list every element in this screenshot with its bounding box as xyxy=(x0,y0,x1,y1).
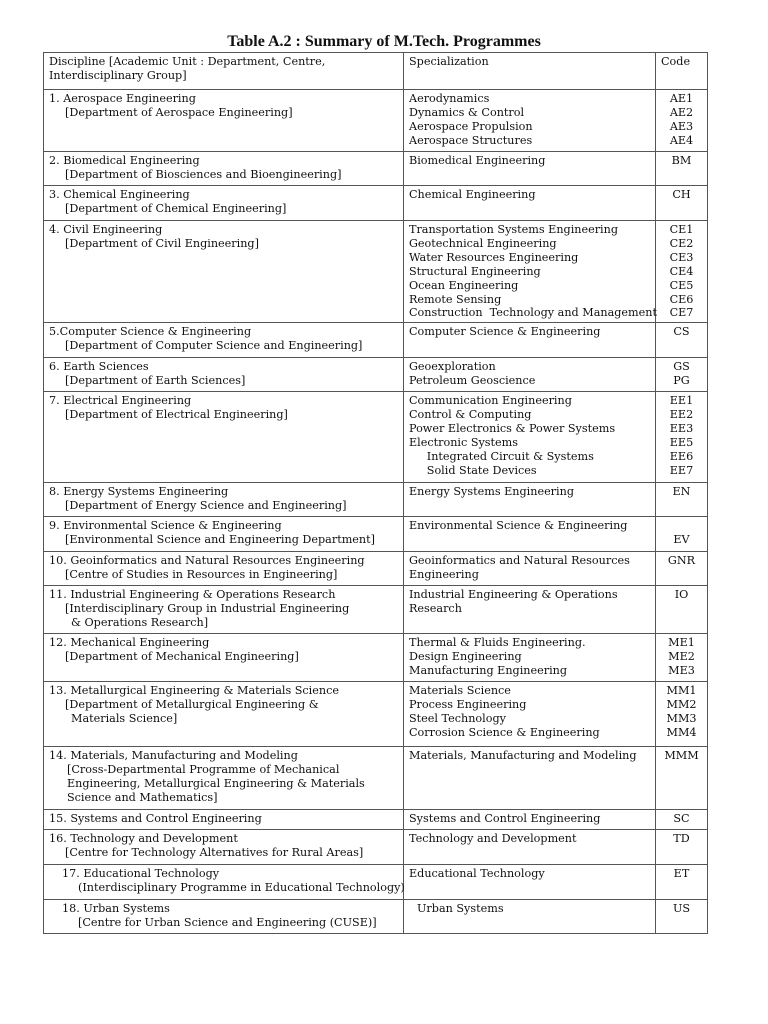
discipline-cell xyxy=(44,186,404,221)
specialization-cell xyxy=(404,682,656,747)
academic-unit: [Department of Earth Sciences] xyxy=(65,374,246,388)
discipline-cell xyxy=(44,392,404,483)
specialization-cell xyxy=(404,221,656,323)
code-cell xyxy=(656,552,708,586)
programme-code: AE2 xyxy=(669,105,694,119)
specialization-item: Solid State Devices xyxy=(409,463,537,477)
header-code: Code xyxy=(656,53,708,90)
table-row xyxy=(44,682,708,747)
specialization-cell xyxy=(404,90,656,152)
programme-code: EE2 xyxy=(669,408,694,422)
table-row xyxy=(44,810,708,830)
discipline-name: 4. Civil Engineering xyxy=(49,223,163,236)
programme-code: AE3 xyxy=(669,119,694,133)
specialization-cell xyxy=(404,517,656,552)
code-cell xyxy=(656,392,708,483)
code-cell xyxy=(656,483,708,517)
discipline-cell xyxy=(44,682,404,747)
specialization-cell xyxy=(404,358,656,392)
programme-code: MM3 xyxy=(666,712,697,726)
specialization-item: Educational Technology xyxy=(409,867,545,881)
specialization-cell xyxy=(404,634,656,682)
programme-code: EN xyxy=(672,485,691,499)
discipline-cell xyxy=(44,900,404,934)
specialization-cell xyxy=(404,747,656,810)
table-row xyxy=(44,900,708,934)
programme-code: EE1 xyxy=(669,394,694,408)
specialization-item: Transportation Systems Engineering xyxy=(409,223,619,236)
specialization-item: Environmental Science & Engineering xyxy=(409,519,628,533)
discipline-name: 18. Urban Systems xyxy=(62,902,170,916)
code-cell xyxy=(656,517,708,552)
specialization-item: Systems and Control Engineering xyxy=(409,812,601,826)
discipline-name: 12. Mechanical Engineering xyxy=(49,636,210,650)
specialization-item: Design Engineering xyxy=(409,650,522,664)
specialization-cell xyxy=(404,552,656,586)
discipline-cell xyxy=(44,323,404,358)
code-cell xyxy=(656,682,708,747)
academic-unit: [Interdisciplinary Group in Industrial Engineering xyxy=(65,602,350,616)
table-row xyxy=(44,358,708,392)
discipline-name: 3. Chemical Engineering xyxy=(49,188,190,201)
specialization-item: Integrated Circuit & Systems xyxy=(409,449,594,463)
programme-code: ME3 xyxy=(668,664,695,678)
discipline-name: 8. Energy Systems Engineering xyxy=(49,485,229,499)
programme-code: ET xyxy=(673,867,690,881)
academic-unit: [Department of Chemical Engineering] xyxy=(65,201,287,215)
specialization-item: Urban Systems xyxy=(417,902,504,916)
specialization-cell xyxy=(404,483,656,517)
specialization-item: Engineering xyxy=(409,568,479,582)
academic-unit: [Department of Metallurgical Engineering & xyxy=(65,698,319,712)
table-row xyxy=(44,747,708,810)
specialization-item: Aerospace Propulsion xyxy=(409,119,533,133)
academic-unit: [Department of Biosciences and Bioengineering] xyxy=(65,167,342,181)
programme-code: MM2 xyxy=(666,698,697,712)
programme-code: TD xyxy=(673,832,690,846)
table-row xyxy=(44,152,708,186)
specialization-item: Chemical Engineering xyxy=(409,188,536,201)
table-row xyxy=(44,186,708,221)
code-cell xyxy=(656,586,708,634)
discipline-cell xyxy=(44,221,404,323)
specialization-item: Industrial Engineering & Operations xyxy=(409,588,618,602)
academic-unit-continued: & Operations Research] xyxy=(71,616,209,630)
discipline-name: 16. Technology and Development xyxy=(49,832,238,846)
specialization-cell xyxy=(404,810,656,830)
mtech-programmes-table xyxy=(43,52,708,934)
specialization-item: Structural Engineering xyxy=(409,264,541,278)
academic-unit: [Centre of Studies in Resources in Engineering] xyxy=(65,568,338,582)
discipline-cell xyxy=(44,586,404,634)
academic-unit: [Environmental Science and Engineering Department] xyxy=(65,533,375,547)
table-row xyxy=(44,90,708,152)
programme-code: GS xyxy=(673,360,690,374)
programme-code: ME1 xyxy=(668,636,695,650)
specialization-item: Biomedical Engineering xyxy=(409,154,546,167)
specialization-item: Aerospace Structures xyxy=(409,133,533,147)
specialization-item: Energy Systems Engineering xyxy=(409,485,574,499)
code-cell xyxy=(656,830,708,865)
specialization-item: Thermal & Fluids Engineering. xyxy=(409,636,586,650)
header-specialization: Specialization xyxy=(404,53,656,90)
specialization-item: Aerodynamics xyxy=(409,92,490,105)
programme-code: CE2 xyxy=(669,236,694,250)
programme-code: GNR xyxy=(667,554,696,568)
discipline-cell xyxy=(44,552,404,586)
discipline-name: 7. Electrical Engineering xyxy=(49,394,192,408)
discipline-cell xyxy=(44,152,404,186)
discipline-cell xyxy=(44,747,404,810)
table-row xyxy=(44,634,708,682)
programme-code: IO xyxy=(674,588,689,602)
discipline-cell xyxy=(44,483,404,517)
code-cell xyxy=(656,634,708,682)
discipline-cell xyxy=(44,634,404,682)
specialization-item: Research xyxy=(409,602,462,616)
discipline-name: 5.Computer Science & Engineering xyxy=(49,325,252,339)
specialization-item: Computer Science & Engineering xyxy=(409,325,601,339)
table-row xyxy=(44,552,708,586)
programme-code: ME2 xyxy=(668,650,695,664)
specialization-item: Technology and Development xyxy=(409,832,577,846)
specialization-cell xyxy=(404,900,656,934)
academic-unit: [Department of Electrical Engineering] xyxy=(65,408,288,422)
specialization-item: Communication Engineering xyxy=(409,394,572,408)
programme-code: EE6 xyxy=(669,449,694,463)
discipline-cell xyxy=(44,810,404,830)
programme-code xyxy=(658,519,705,533)
specialization-item: Geotechnical Engineering xyxy=(409,236,557,250)
programme-code: MMM xyxy=(664,749,699,763)
specialization-cell xyxy=(404,186,656,221)
specialization-cell xyxy=(404,152,656,186)
academic-unit-continued: Materials Science] xyxy=(71,712,178,726)
table-row xyxy=(44,865,708,900)
code-cell xyxy=(656,186,708,221)
discipline-cell xyxy=(44,358,404,392)
table-row xyxy=(44,483,708,517)
academic-unit: [Department of Aerospace Engineering] xyxy=(65,105,293,119)
programme-code: MM1 xyxy=(666,684,697,698)
code-cell xyxy=(656,810,708,830)
specialization-item: Control & Computing xyxy=(409,408,532,422)
table-row xyxy=(44,221,708,323)
programme-code: CE4 xyxy=(669,264,694,278)
code-cell xyxy=(656,152,708,186)
specialization-cell xyxy=(404,323,656,358)
page-title: Table A.2 : Summary of M.Tech. Programmes xyxy=(227,33,541,50)
specialization-cell xyxy=(404,392,656,483)
specialization-cell xyxy=(404,865,656,900)
programme-code: US xyxy=(672,902,691,916)
programme-code: EE7 xyxy=(669,463,694,477)
programme-code: CS xyxy=(673,325,690,339)
discipline-cell xyxy=(44,90,404,152)
programme-code: AE1 xyxy=(669,92,694,105)
programme-code: SC xyxy=(673,812,690,826)
discipline-name: 2. Biomedical Engineering xyxy=(49,154,200,167)
discipline-cell xyxy=(44,830,404,865)
specialization-item: Geoinformatics and Natural Resources xyxy=(409,554,630,568)
specialization-item: Corrosion Science & Engineering xyxy=(409,726,600,740)
code-cell xyxy=(656,221,708,323)
discipline-name: 11. Industrial Engineering & Operations Research xyxy=(49,588,336,602)
academic-unit: [Department of Computer Science and Engineering] xyxy=(65,339,363,353)
programme-code: EE3 xyxy=(669,422,694,436)
programme-code: EV xyxy=(673,533,690,547)
specialization-item: Water Resources Engineering xyxy=(409,250,579,264)
discipline-name: 10. Geoinformatics and Natural Resources Engineering xyxy=(49,554,365,568)
specialization-cell xyxy=(404,586,656,634)
specialization-item: Dynamics & Control xyxy=(409,105,525,119)
specialization-item: Geoexploration xyxy=(409,360,496,374)
code-cell xyxy=(656,358,708,392)
table-body xyxy=(44,90,708,934)
discipline-name: 9. Environmental Science & Engineering xyxy=(49,519,282,533)
specialization-item: Materials Science xyxy=(409,684,511,698)
code-cell xyxy=(656,90,708,152)
code-cell xyxy=(656,900,708,934)
academic-unit: [Department of Energy Science and Engineering] xyxy=(65,499,347,513)
table-row xyxy=(44,586,708,634)
academic-unit: [Centre for Technology Alternatives for Rural Areas] xyxy=(65,846,364,860)
table-row xyxy=(44,323,708,358)
specialization-item: Remote Sensing xyxy=(409,292,502,306)
academic-unit: [Centre for Urban Science and Engineering (CUSE)] xyxy=(78,916,377,930)
code-cell xyxy=(656,865,708,900)
discipline-name: 15. Systems and Control Engineering xyxy=(49,812,262,826)
academic-unit: [Cross-Departmental Programme of Mechanical Engineering, Metallurgical Engineering & Materials Science and Mathematics] xyxy=(67,763,365,805)
academic-unit: [Department of Mechanical Engineering] xyxy=(65,650,299,664)
discipline-name: 14. Materials, Manufacturing and Modeling xyxy=(49,749,298,763)
discipline-cell xyxy=(44,517,404,552)
specialization-item: Process Engineering xyxy=(409,698,527,712)
table-row xyxy=(44,517,708,552)
programme-code: AE4 xyxy=(669,133,694,147)
header-discipline: Discipline [Academic Unit : Department, Centre, Interdisciplinary Group] xyxy=(44,53,404,90)
programme-code: PG xyxy=(673,374,690,388)
programme-code: CE1 xyxy=(669,223,694,236)
specialization-item: Ocean Engineering xyxy=(409,278,519,292)
specialization-item: Petroleum Geoscience xyxy=(409,374,536,388)
programme-code: CE5 xyxy=(669,278,694,292)
discipline-cell xyxy=(44,865,404,900)
programme-code: CE6 xyxy=(669,292,694,306)
table-row xyxy=(44,830,708,865)
specialization-item: Electronic Systems xyxy=(409,436,519,450)
programme-code: MM4 xyxy=(666,726,697,740)
table-row xyxy=(44,392,708,483)
programme-code: CE7 xyxy=(669,306,694,320)
code-cell xyxy=(656,747,708,810)
discipline-name: 1. Aerospace Engineering xyxy=(49,92,196,105)
programme-code: CE3 xyxy=(669,250,694,264)
specialization-item: Construction Technology and Management xyxy=(409,306,657,320)
specialization-cell xyxy=(404,830,656,865)
specialization-item: Steel Technology xyxy=(409,712,506,726)
discipline-name: 13. Metallurgical Engineering & Materials Science xyxy=(49,684,339,698)
programme-code: CH xyxy=(672,188,691,201)
specialization-item: Manufacturing Engineering xyxy=(409,664,568,678)
specialization-item: Power Electronics & Power Systems xyxy=(409,422,616,436)
programme-code: BM xyxy=(671,154,692,167)
table-header-row xyxy=(44,53,708,90)
code-cell xyxy=(656,323,708,358)
programme-code: EE5 xyxy=(669,436,694,450)
discipline-name: 6. Earth Sciences xyxy=(49,360,149,374)
academic-unit: [Department of Civil Engineering] xyxy=(65,236,259,250)
specialization-item: Materials, Manufacturing and Modeling xyxy=(409,749,637,763)
academic-unit: (Interdisciplinary Programme in Educational Technology) xyxy=(78,881,405,895)
discipline-name: 17. Educational Technology xyxy=(62,867,220,881)
